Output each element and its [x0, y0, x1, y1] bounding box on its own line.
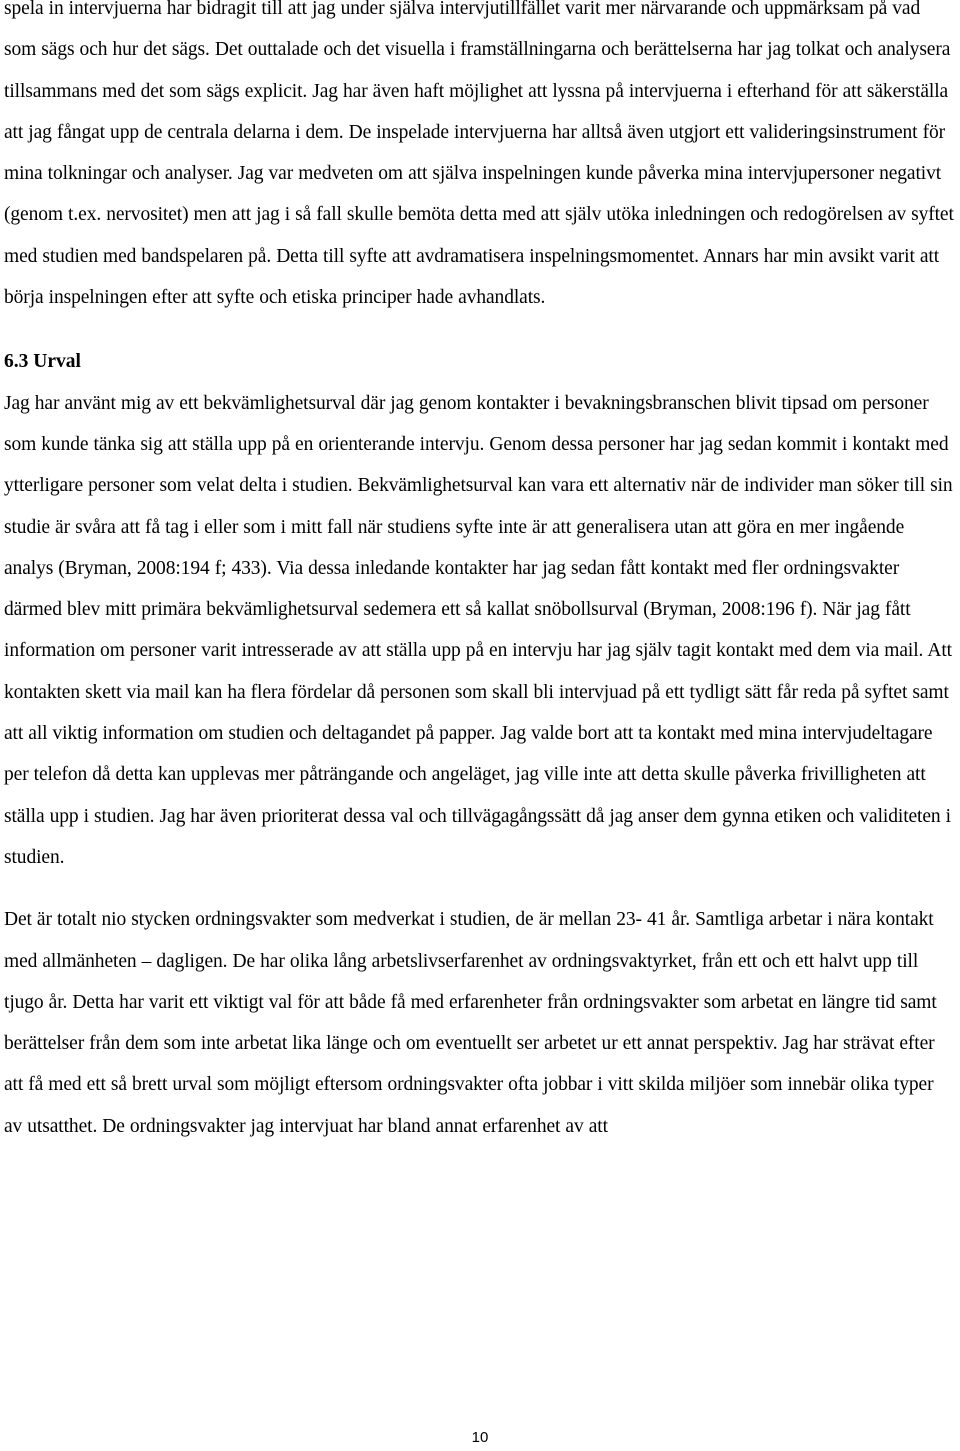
paragraph-gap	[4, 318, 956, 339]
section-heading: 6.3 Urval	[4, 351, 81, 373]
document-page	[4, 0, 956, 1147]
body-paragraph: Det är totalt nio stycken ordningsvakter som medverkat i studien, de är mellan 23- 41 år. Samtliga arbetar i nära kontakt med allmänheten – dagligen. De har olika lång arbetslivserfarenhet av ordningsvaktyrket, från ett och ett halvt upp till tjugo år. Detta har varit ett viktigt val för att både få med erfarenheter från ordningsvakter som arbetat en längre tid samt berättelser från dem som inte arbetat lika länge och om eventuellt ser arbetet ur ett annat perspektiv. Jag har strävat efter att få med ett så brett urval som möjligt eftersom ordningsvakter ofta jobbar i vitt skilda miljöer som innebär olika typer av utsatthet. De ordningsvakter jag intervjuat har bland annat erfarenhet av att	[4, 909, 937, 1137]
paragraph-gap	[4, 878, 956, 899]
body-paragraph: Jag har använt mig av ett bekvämlighetsurval där jag genom kontakter i bevakningsbranschen blivit tipsad om personer som kunde tänka sig att ställa upp på en orienterande intervju. Genom dessa personer har jag sedan kommit i kontakt med ytterligare personer som velat delta i studien. Bekvämlighetsurval kan vara ett alternativ när de individer man söker till sin studie är svåra att få tag i eller som i mitt fall när studiens syfte inte är att generalisera utan att göra en mer ingående analys (Bryman, 2008:194 f; 433). Via dessa inledande kontakter har jag sedan fått kontakt med fler ordningsvakter därmed blev mitt primära bekvämlighetsurval sedemera ett så kallat snöbollsurval (Bryman, 2008:196 f). När jag fått information om personer varit intresserade av att ställa upp på en intervju har jag själv tagit kontakt med dem via mail. Att kontakten skett via mail kan ha flera fördelar då personen som skall bli intervjuad på ett tydligt sätt får reda på syftet samt att all viktig information om studien och deltagandet på papper. Jag valde bort att ta kontakt med mina intervjudeltagare per telefon då detta kan upplevas mer påträngande och angeläget, jag ville inte att detta skulle påverka frivilligheten att ställa upp i studien. Jag har även prioriterat dessa val och tillvägagångssätt då jag anser dem gynna etiken och validiteten i studien.	[4, 392, 953, 868]
body-paragraph-continued: spela in intervjuerna har bidragit till att jag under själva intervjutillfället varit mer närvarande och uppmärksam på vad som sägs och hur det sägs. Det outtalade och det visuella i framställningarna och berättelserna har jag tolkat och analysera tillsammans med det som sägs explicit. Jag har även haft möjlighet att lyssna på intervjuerna i efterhand för att säkerställa att jag fångat upp de centrala delarna i dem. De inspelade intervjuerna har alltså även utgjort ett valideringsinstrument för mina tolkningar och analyser. Jag var medveten om att själva inspelningen kunde påverka mina intervjupersoner negativt (genom t.ex. nervositet) men att jag i så fall skulle bemöta detta med att själv utöka inledningen och redogörelsen av syftet med studien med bandspelaren på. Detta till syfte att avdramatisera inspelningsmomentet. Annars har min avsikt varit att börja inspelningen efter att syfte och etiska principer hade avhandlats.	[4, 0, 954, 309]
page-number: 10	[471, 1429, 489, 1446]
